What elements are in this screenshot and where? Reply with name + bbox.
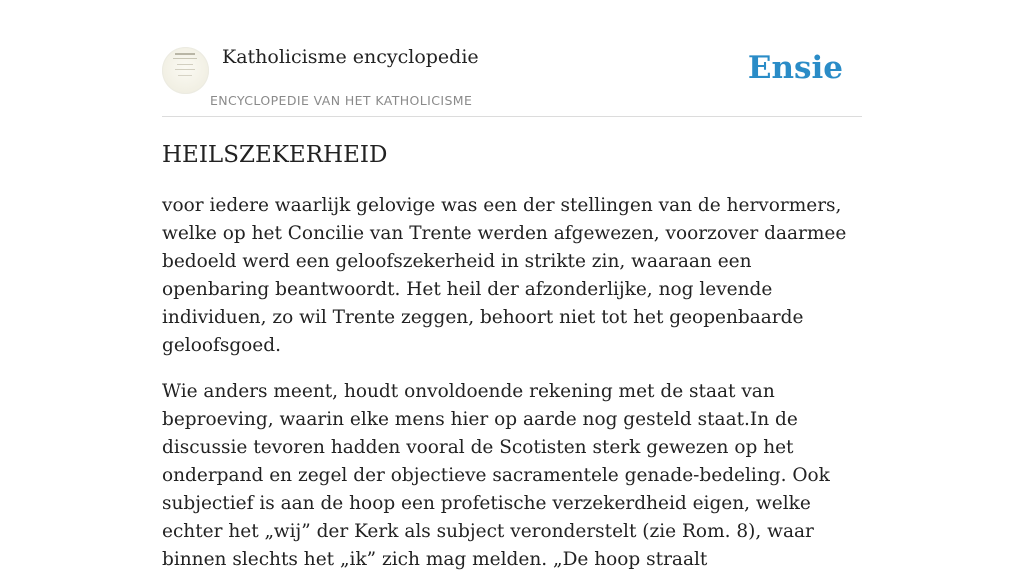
article-paragraph-2: Wie anders meent, houdt onvoldoende rekening met de staat van beproeving, waarin elke mens hier op aarde nog gesteld staat.In de discussie tevoren hadden vooral de Scotisten sterk gewezen op het onderpand en zegel der objectieve sacramentele genade-bedeling. Ook subjectief is aan de hoop een profetische verzekerdheid eigen, welke echter het „wij” der Kerk als subject veronderstelt (zie Rom. 8), waar binnen slechts het „ik” zich mag melden. „De hoop straalt	[162, 381, 830, 570]
article-title: HEILSZEKERHEID	[162, 142, 388, 168]
cover-line	[175, 69, 195, 70]
article-paragraph-1: voor iedere waarlijk gelovige was een der stellingen van de hervormers, welke op het Concilie van Trente werden afgewezen, voorzover daarmee bedoeld werd een geloofszekerheid in strikte zin, waaraan een openbaring beantwoordt. Het heil der afzonderlijke, nog levende individuen, zo wil Trente zeggen, behoort niet tot het geopenbaarde geloofsgoed.	[162, 195, 847, 356]
cover-line	[173, 58, 197, 59]
site-header	[162, 44, 862, 117]
ensie-brand-link[interactable]: Ensie	[747, 50, 843, 86]
article	[162, 140, 862, 574]
site-subtitle: ENCYCLOPEDIE VAN HET KATHOLICISME	[210, 93, 473, 108]
cover-line	[177, 64, 193, 65]
cover-line	[175, 53, 195, 55]
site-title-link[interactable]: Katholicisme encyclopedie	[222, 46, 479, 68]
encyclopedia-cover-icon[interactable]	[162, 47, 209, 94]
cover-line	[178, 75, 192, 76]
